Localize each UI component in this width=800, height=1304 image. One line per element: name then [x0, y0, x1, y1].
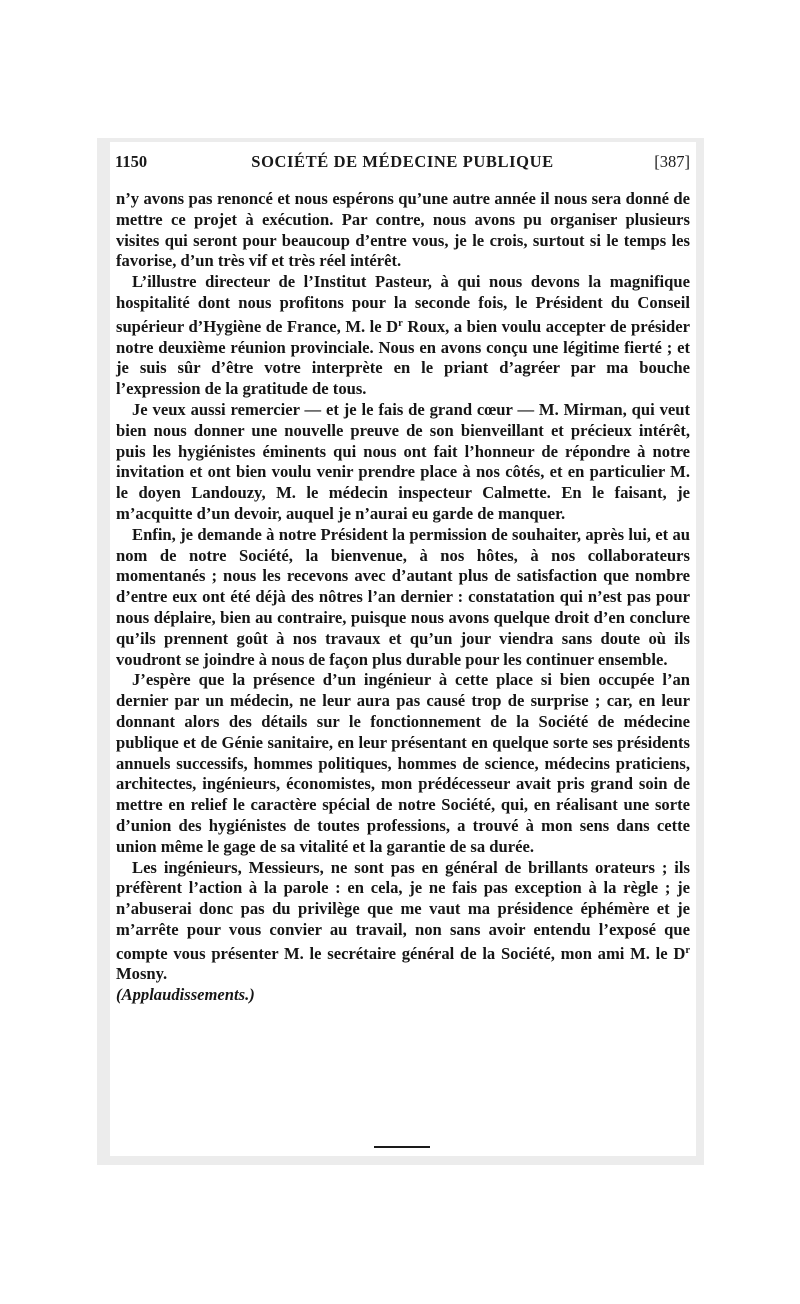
section-reference: [387]	[654, 152, 690, 171]
running-header	[115, 152, 690, 174]
paragraph-1: n’y avons pas renoncé et nous espérons qu’une autre année il nous sera donné de mettre ce projet à exécution. Par contre, nous avons pu organiser plusieurs visites qui seront pour beaucoup d’entre vous, je le crois, surtout si le temps les favorise, d’un très vif et très réel intérêt.	[116, 189, 690, 271]
paragraph-4: Enfin, je demande à notre Président la permission de souhaiter, après lui, et au nom de notre Société, la bienvenue, à nos hôtes, à nos collaborateurs momentanés ; nous les recevons avec d’autant plus de satisfaction que nombre d’entre eux ont été déjà des nôtres l’an dernier : constatation qui n’est pas pour nous déplaire, bien au contraire, puisque nous avons quelque droit d’en conclure qu’ils prennent goût à nos travaux et qu’un jour viendra sans doute où ils voudront se joindre à nous de façon plus durable pour les continuer ensemble.	[116, 524, 690, 669]
doctor-superscript: r	[398, 317, 403, 329]
paragraph-6-text: Les ingénieurs, Messieurs, ne sont pas en général de brillants orateurs ; ils préfèrent l’action à la parole : en cela, je ne fais pas exception à la règle ; je n’abuserai donc pas du privilège que me vaut ma présidence éphémère et je m’arrête pour vous convier au travail, non sans avoir entendu l’exposé que compte vous présenter M. le secrétaire général de la Société, mon ami M. le D	[116, 857, 690, 963]
paragraph-2-text: L’illustre directeur de l’Institut Pasteur, à qui nous devons la magnifique hospitalité dont nous profitons pour la seconde fois, le Président du Conseil supérieur d’Hygiène de France, M. le D	[116, 272, 690, 336]
end-rule	[374, 1146, 430, 1148]
body-text	[116, 189, 690, 1006]
paragraph-6-text-end: Mosny.	[116, 964, 168, 984]
paragraph-6	[116, 858, 690, 986]
page-number: 1150	[115, 152, 148, 171]
paragraph-2-text-end: Roux, a bien voulu accepter de présider notre deuxième réunion provinciale. Nous en avons conçu une légitime fierté ; et je suis sûr d’être votre interprète en le priant d’agréer par ma bouche l’expression de la gratitude de tous.	[116, 316, 690, 399]
paragraph-5: J’espère que la présence d’un ingénieur à cette place si bien occupée l’an dernier par un médecin, ne leur aura pas causé trop de surprise ; car, en leur donnant alors des détails sur le fonctionnement de la Société de médecine publique et de Génie sanitaire, en leur présentant en quelque sorte ses présidents annuels successifs, hommes politiques, hommes de science, médecins praticiens, architectes, ingénieurs, économistes, mon prédécesseur avait pris grand soin de mettre en relief le caractère spécial de notre Société, qui, en réalisant une sorte d’union des hygiénistes de toutes professions, a trouvé à mon sens dans cette union même le gage de sa vitalité et la garantie de sa durée.	[116, 670, 690, 856]
document-page	[110, 142, 696, 1156]
running-title: SOCIÉTÉ DE MÉDECINE PUBLIQUE	[251, 152, 554, 171]
applause-note: (Applaudissements.)	[116, 985, 255, 1005]
doctor-superscript: r	[685, 944, 690, 956]
paragraph-2	[116, 272, 690, 400]
paragraph-3: Je veux aussi remercier — et je le fais de grand cœur — M. Mirman, qui veut bien nous donner une nouvelle preuve de son bienveillant et précieux intérêt, puis les hygiénistes éminents qui nous ont fait l’honneur de répondre à notre invitation et ont bien voulu venir prendre place à nos côtés, et en particulier M. le doyen Landouzy, M. le médecin inspecteur Calmette. En le faisant, je m’acquitte d’un devoir, auquel je n’aurai eu garde de manquer.	[116, 399, 690, 523]
